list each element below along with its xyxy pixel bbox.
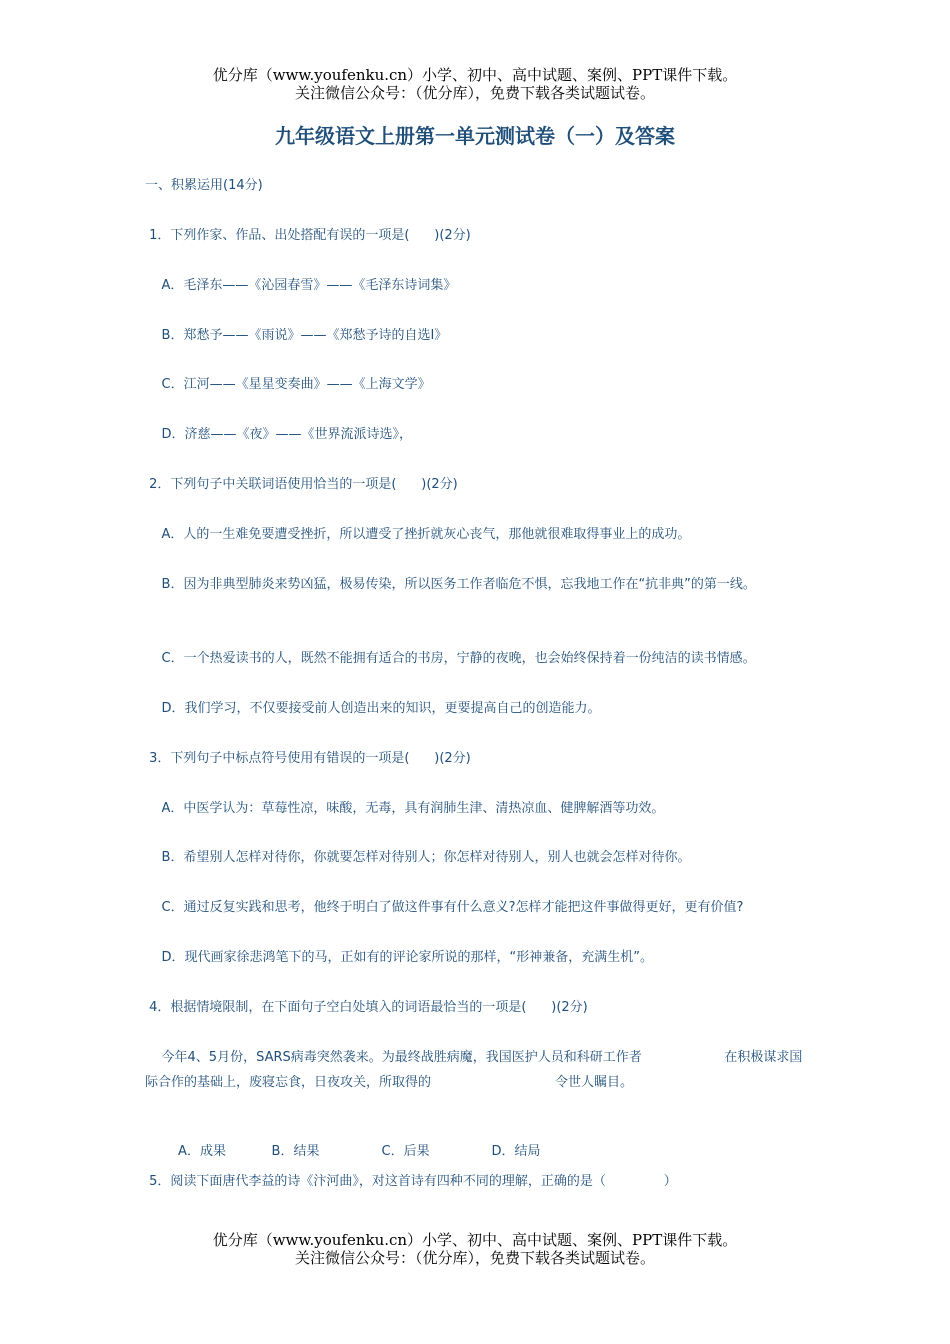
question-1-option-a: A．毛泽东——《沁园春雪》——《毛泽东诗词集》 [145,278,457,293]
question-3-option-a: A．中医学认为：草莓性凉，味酸，无毒，具有润肺生津、清热凉血、健脾解酒等功效。 [145,801,665,816]
question-4-stem: 4．根据情境限制，在下面句子空白处填入的词语最恰当的一项是( )(2分) [145,1000,588,1015]
section-heading: 一、积累运用(14分) [145,178,263,193]
header-line-2: 关注微信公众号：（优分库），免费下载各类试题试卷。 [294,84,655,102]
question-4-option-b: B．结果 [271,1144,320,1159]
question-1-option-b: B．郑愁予——《雨说》——《郑愁予诗的自选Ⅰ》 [145,328,448,343]
question-1-option-d: D．济慈——《夜》——《世界流派诗选》， [145,427,413,442]
question-2-option-b: B．因为非典型肺炎来势凶猛，极易传染，所以医务工作者临危不惧，忘我地工作在“抗非典”的第一线。 [145,577,756,592]
question-1-option-c: C．江河——《星星变奏曲》——《上海文学》 [145,377,431,392]
question-3-option-b: B．希望别人怎样对待你，你就要怎样对待别人；你怎样对待别人，别人也就会怎样对待你。 [145,850,691,865]
question-4-option-d: D．结局 [491,1144,541,1159]
footer-banner [0,1231,950,1267]
question-2-option-d: D．我们学习，不仅要接受前人创造出来的知识，更要提高自己的创造能力。 [145,701,601,716]
question-1-stem: 1．下列作家、作品、出处搭配有误的一项是( )(2分) [145,228,471,243]
question-3-option-c: C．通过反复实践和思考，他终于明白了做这件事有什么意义?怎样才能把这件事做得更好，更有价值? [145,900,744,915]
question-4-passage: 今年4、5月份，SARS病毒突然袭来。为最终战胜病魔，我国医护人员和科研工作者 在积极谋求国际合作的基础上，废寝忘食，日夜攻关，所取得的 令世人瞩目。 [145,1050,803,1090]
header-line-1: 优分库（www.youfenku.cn）小学、初中、高中试题、案例、PPT课件下载。 [212,66,738,84]
footer-line-2: 关注微信公众号：（优分库），免费下载各类试题试卷。 [294,1249,655,1267]
question-4-option-c: C．后果 [381,1144,430,1159]
question-2-option-c: C．一个热爱读书的人，既然不能拥有适合的书房，宁静的夜晚，也会始终保持着一份纯洁的读书情感。 [145,651,756,666]
header-banner [0,66,950,102]
question-5-stem: 5．阅读下面唐代李益的诗《汴河曲》，对这首诗有四种不同的理解，正确的是（ ） [145,1174,677,1189]
question-3-stem: 3．下列句子中标点符号使用有错误的一项是( )(2分) [145,751,471,766]
question-3-option-d: D．现代画家徐悲鸿笔下的马，正如有的评论家所说的那样，“形神兼备，充满生机”。 [145,950,654,965]
footer-line-1: 优分库（www.youfenku.cn）小学、初中、高中试题、案例、PPT课件下载。 [212,1231,738,1249]
question-2-stem: 2．下列句子中关联词语使用恰当的一项是( )(2分) [145,477,458,492]
question-4-option-a: A．成果 [161,1144,226,1159]
document-title: 九年级语文上册第一单元测试卷（一）及答案 [275,124,675,148]
question-2-option-a: A．人的一生难免要遭受挫折，所以遭受了挫折就灰心丧气，那他就很难取得事业上的成功。 [145,527,691,542]
